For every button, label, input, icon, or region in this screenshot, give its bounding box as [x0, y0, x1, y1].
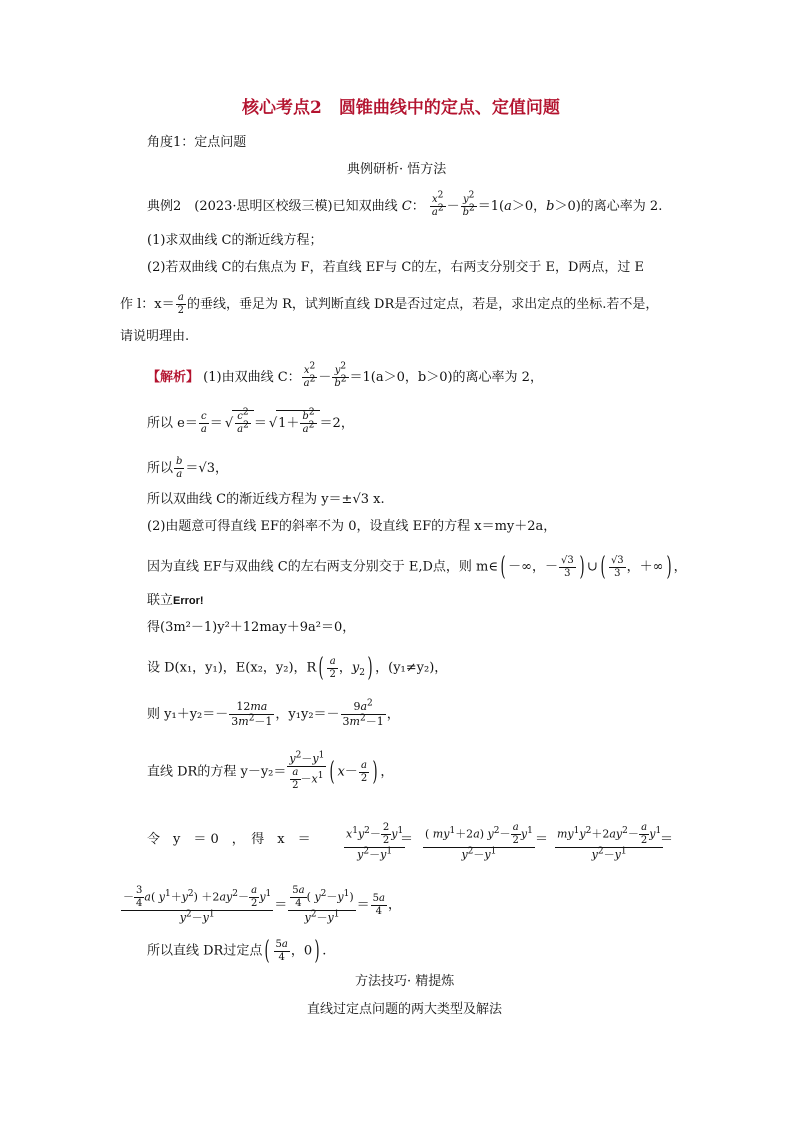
fraction: $\frac{y^2}{b^2}$ [462, 190, 475, 218]
solution-line-13: － $\frac{3}{4}$ a( $y^1+y^2) +2ay^2-$ $\frac{a}{2}$ $y^1$ $y^2-y^1$ ＝ $\frac{5a}{4}$ ( $y^2-y^1$) $y^2-y^1$ ＝ $\frac{5a}{4}$ ， [123, 885, 402, 924]
solution-line-3: 所以 $\frac{b}{a}$ ＝√3， [147, 456, 228, 480]
fraction: $\frac{x^2}{a^2}$ [303, 361, 316, 389]
section-subheading: 典例研析· 悟方法 [347, 162, 447, 177]
example-label: 典例2 (2023·思明区校级三模)已知双曲线 [147, 199, 398, 214]
solution-line-4: 所以双曲线 C的渐近线方程为 y＝±√3 x. [147, 492, 385, 507]
question-2-line3: 请说明理由. [120, 329, 190, 344]
solution-line-9: 设 D(x₁，y₁)，E(x₂，y₂)，R( $\frac{a}{2}$ ，$y_2$) ，(y₁≠y₂)， [147, 653, 448, 683]
solution-line-6: 因为直线 EF与双曲线 C的左右两支分别交于 E,D点，则 m∈( －∞，－ $\frac{√3}{3}$ ) ∪( $\frac{√3}{3}$ ，＋∞) ， [147, 552, 687, 582]
fraction: $\frac{x^2}{a^2}$ [431, 190, 444, 218]
solution-line-7: 联立Error! [147, 593, 204, 608]
page-title: 核心考点2 圆锥曲线中的定点、定值问题 [242, 98, 560, 118]
solution-line-10: 则 y₁＋y₂＝－ $\frac{12ma}{3m^2-1}$ ，y₁y₂＝－ $\frac{9a^2}{3m^2-1}$ ， [147, 698, 400, 728]
question-1: (1)求双曲线 C的渐近线方程； [147, 233, 323, 248]
solution-line-12: 令 y ＝ 0 ， 得 x ＝ $x^1y^2-$ $\frac{2}{2}$ $y^1$ $y^2-y^1$ ＝ ( $my^1+2a$) $y^2-$ $\frac{a}{2}$ $y^1$ $y^2-y^1$ ＝ $my^1y^2+2ay^2-$ $\frac{a}{2}$ $y^1$ $y^2-y^1$ ＝ [147, 822, 674, 861]
solution-tag: 【解析】 [147, 370, 200, 385]
fraction: $\frac{c}{a}$ [200, 411, 207, 435]
solution-line-1: 【解析】 (1)由双曲线 C： $\frac{x^2}{a^2}$ － $\frac{y^2}{b^2}$ ＝1(a＞0，b＞0)的离心率为 2， [147, 361, 543, 389]
solution-line-2: 所以 e＝ $\frac{c}{a}$ ＝ √ $\frac{c^2}{a^2}$ ＝√ 1＋ $\frac{b^2}{a^2}$ ＝2， [147, 410, 354, 436]
fraction: $\frac{a}{2}$ [177, 292, 184, 316]
method-subtitle: 直线过定点问题的两大类型及解法 [307, 1002, 503, 1017]
example-tail: 的离心率为 2. [580, 199, 663, 214]
error-text: Error! [173, 595, 204, 607]
fraction: $\frac{b}{a}$ [176, 456, 183, 480]
method-heading: 方法技巧· 精提炼 [355, 974, 455, 989]
solution-line-5: (2)由题意可得直线 EF的斜率不为 0，设直线 EF的方程 x＝my＋2a， [147, 519, 557, 534]
fraction: $\frac{y^2}{b^2}$ [334, 361, 347, 389]
question-2-line2: 作 l：x＝ $\frac{a}{2}$ 的垂线，垂足为 R，试判断直线 DR是否过定点，若是，求出定点的坐标.若不是， [120, 292, 659, 316]
solution-line-11: 直线 DR的方程 y－y₂＝ $y^2-y^1$ $\frac{a}{2}$ $-x^1$ ( x－ $\frac{a}{2}$ ) ， [147, 750, 394, 791]
example-statement: 典例2 (2023·思明区校级三模)已知双曲线 C： $\frac{x^2}{a^2}$ － $\frac{y^2}{b^2}$ ＝1(a＞0，b＞0)的离心率为 2. [147, 190, 663, 218]
solution-line-8: 得(3m²－1)y²＋12may＋9a²＝0， [147, 620, 356, 635]
angle-label: 角度1：定点问题 [147, 135, 247, 150]
question-2-line1: (2)若双曲线 C的右焦点为 F，若直线 EF与 C的左，右两支分别交于 E，D两点，过 E [147, 260, 645, 275]
solution-line-14: 所以直线 DR过定点( $\frac{5a}{4}$ ，0) . [147, 936, 327, 966]
